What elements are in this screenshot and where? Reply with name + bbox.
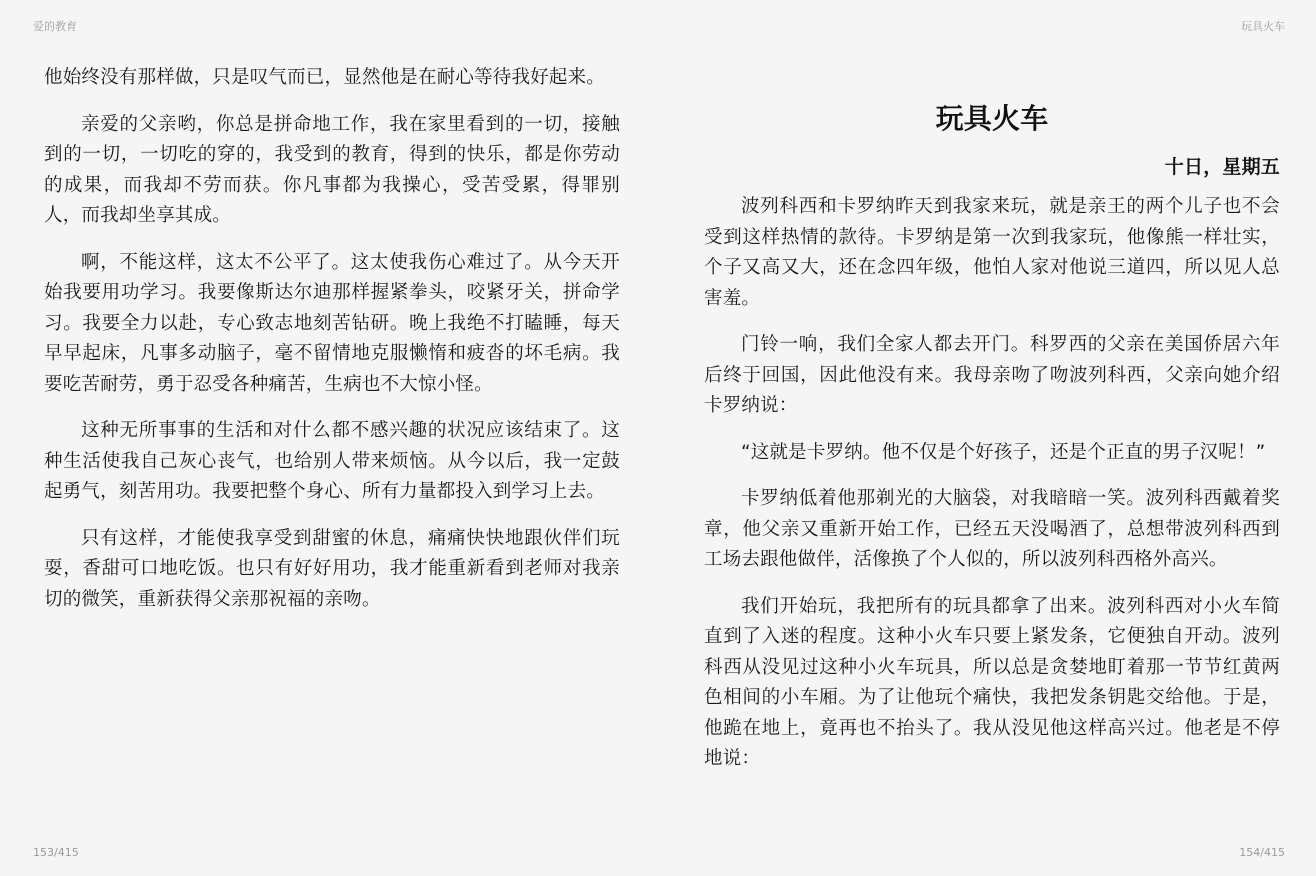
- right-page-number: 154/415: [1239, 846, 1285, 859]
- left-page-number: 153/415: [33, 846, 79, 859]
- right-page: [658, 0, 1316, 876]
- paragraph: 这种无所事事的生活和对什么都不感兴趣的状况应该结束了。这种生活使我自己灰心丧气，也给别人带来烦恼。从今以后，我一定鼓起勇气，刻苦用功。我要把整个身心、所有力量都投入到学习上去。: [44, 420, 620, 502]
- chapter-title: 玩具火车: [935, 102, 1049, 135]
- paragraph: 卡罗纳低着他那剃光的大脑袋，对我暗暗一笑。波列科西戴着奖章，他父亲又重新开始工作，已经五天没喝酒了，总想带波列科西到工场去跟他做伴，活像换了个人似的，所以波列科西格外高兴。: [704, 488, 1280, 570]
- paragraph: 亲爱的父亲哟，你总是拼命地工作，我在家里看到的一切，接触到的一切，一切吃的穿的，我受到的教育，得到的快乐，都是你劳动的成果，而我却不劳而获。你凡事都为我操心，受苦受累，得罪别人，而我却坐享其成。: [44, 113, 620, 226]
- chapter-date: 十日，星期五: [1164, 156, 1280, 178]
- chapter-title-header: 玩具火车: [1241, 20, 1285, 33]
- paragraph: “这就是卡罗纳。他不仅是个好孩子，还是个正直的男子汉呢！”: [741, 441, 1266, 463]
- paragraph: 他始终没有那样做，只是叹气而已，显然他是在耐心等待我好起来。: [44, 67, 606, 88]
- paragraph: 门铃一响，我们全家人都去开门。科罗西的父亲在美国侨居六年后终于回国，因此他没有来。我母亲吻了吻波列科西，父亲向她介绍卡罗纳说：: [704, 334, 1280, 416]
- left-page-text: [44, 63, 620, 631]
- right-page-text: [704, 88, 1280, 791]
- paragraph: 啊，不能这样，这太不公平了。这太使我伤心难过了。从今天开始我要用功学习。我要像斯达尔迪那样握紧拳头，咬紧牙关，拼命学习。我要全力以赴，专心致志地刻苦钻研。晚上我绝不打瞌睡，每天早早起床，凡事多动脑子，毫不留情地克服懒惰和疲沓的坏毛病。我要吃苦耐劳，勇于忍受各种痛苦，生病也不大惊小怪。: [44, 251, 620, 395]
- paragraph: 波列科西和卡罗纳昨天到我家来玩，就是亲王的两个儿子也不会受到这样热情的款待。卡罗纳是第一次到我家玩，他像熊一样壮实，个子又高又大，还在念四年级，他怕人家对他说三道四，所以见人总害羞。: [704, 196, 1280, 309]
- book-title-header: 爱的教育: [33, 20, 77, 33]
- paragraph: 只有这样，才能使我享受到甜蜜的休息，痛痛快快地跟伙伴们玩耍，香甜可口地吃饭。也只有好好用功，我才能重新看到老师对我亲切的微笑，重新获得父亲那祝福的亲吻。: [44, 527, 620, 610]
- paragraph: 我们开始玩，我把所有的玩具都拿了出来。波列科西对小火车简直到了入迷的程度。这种小火车只要上紧发条，它便独自开动。波列科西从没见过这种小火车玩具，所以总是贪婪地盯着那一节节红黄两色相间的小车厢。为了让他玩个痛快，我把发条钥匙交给他。于是，他跪在地上，竟再也不抬头了。我从没见他这样高兴过。他老是不停地说：: [704, 595, 1280, 769]
